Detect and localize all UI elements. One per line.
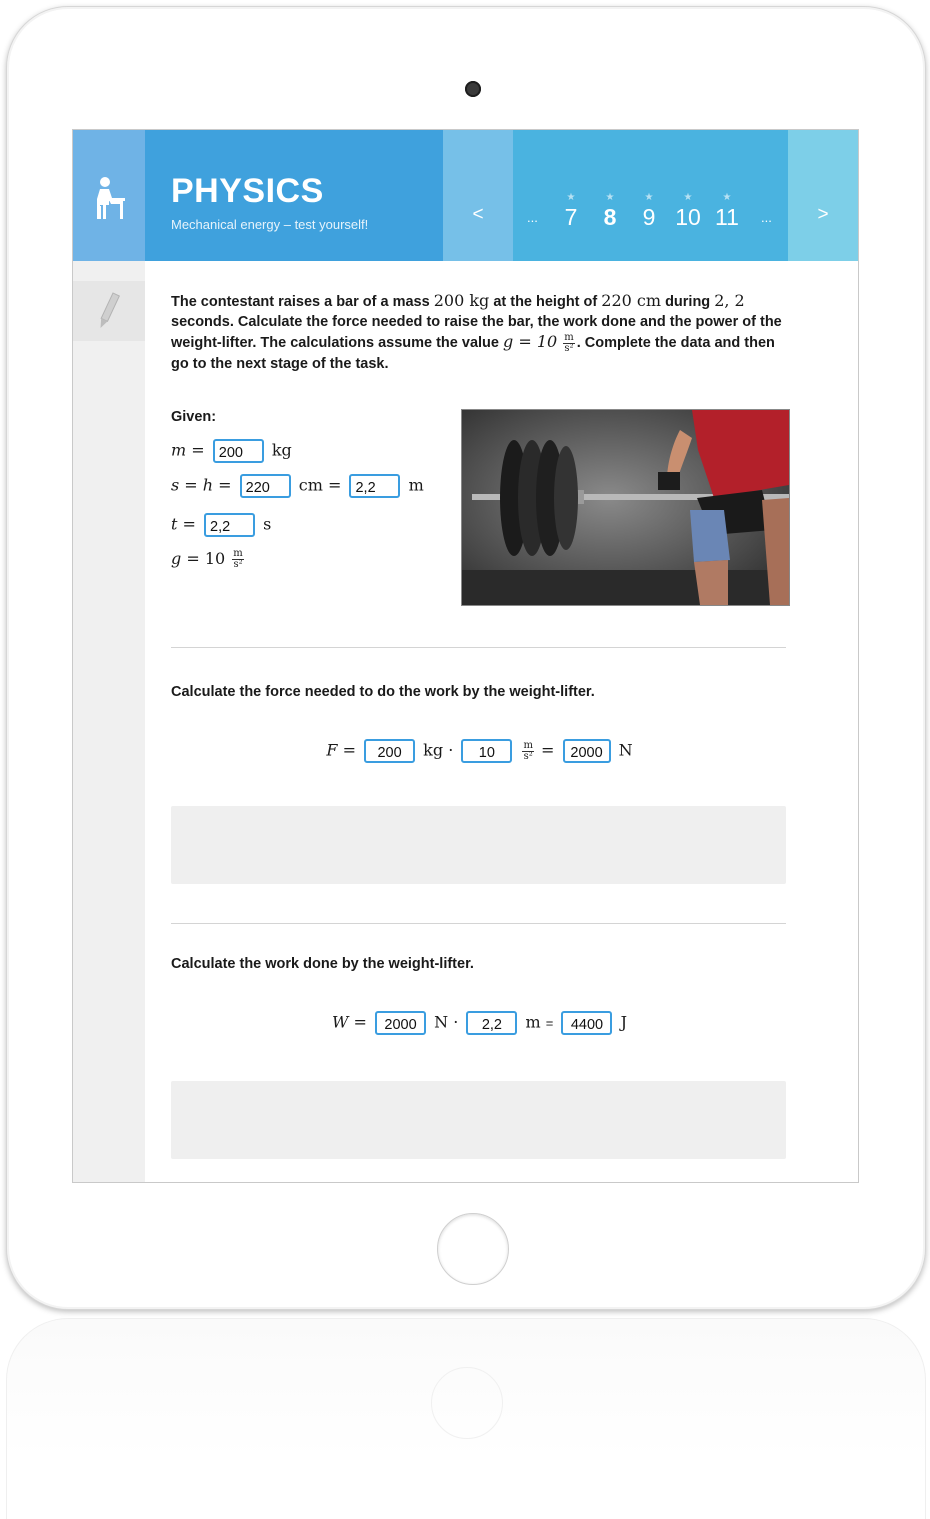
star-icon: ★ xyxy=(605,192,615,203)
left-sidebar xyxy=(73,261,145,1182)
pagination-ellipsis-right[interactable]: ... xyxy=(761,210,772,225)
height-m-input[interactable]: 2,2 xyxy=(349,474,400,498)
work-question: Calculate the work done by the weight-lifter. xyxy=(171,956,474,972)
home-button-reflection xyxy=(431,1367,503,1439)
star-icon: ★ xyxy=(566,192,576,203)
sidebar-item-notes[interactable] xyxy=(73,281,145,341)
chevron-left-icon: < xyxy=(472,204,484,225)
pagination-ellipsis-left[interactable]: ... xyxy=(527,210,538,225)
student-desk-icon xyxy=(73,130,145,261)
g-value: g = 10 xyxy=(503,332,558,351)
prev-page-button[interactable] xyxy=(443,130,513,261)
unit-fraction: $\frac{m}{\text{s²}}$ xyxy=(523,739,533,762)
header-bar xyxy=(73,130,858,261)
time-input[interactable]: 2,2 xyxy=(204,513,255,537)
chevron-right-icon: > xyxy=(817,204,829,225)
force-result-input[interactable]: 2000 xyxy=(563,739,611,763)
height-value: 220 cm xyxy=(601,291,662,310)
page-item-9[interactable]: ★ 9 xyxy=(634,192,664,230)
task-description: The contestant raises a bar of a mass 200 kg at the height of 220 cm during 2, 2 seconds. Calculate the force needed to raise the bar, the work done and the power of the weight-lifter. The calculations assume the value g = 10 $\frac{m}{\text{s²}}$ . Complete the data and then go to the next stage of the task. xyxy=(171,291,782,372)
section-divider xyxy=(171,647,786,648)
page-pagination xyxy=(513,130,788,261)
home-button[interactable] xyxy=(437,1213,509,1285)
force-feedback-area xyxy=(171,806,786,884)
time-value: 2, 2 xyxy=(714,291,745,310)
work-distance-input[interactable]: 2,2 xyxy=(466,1011,517,1035)
unit-fraction: $\frac{m}{\text{s²}}$ xyxy=(564,331,574,354)
header-title-cell xyxy=(145,130,443,261)
force-gravity-input[interactable]: 10 xyxy=(461,739,512,763)
given-height-row: s = h = 220 cm = 2,2 m xyxy=(171,475,424,496)
weightlifter-photo xyxy=(461,409,790,606)
unit-fraction: $\frac{m}{\text{s²}}$ xyxy=(233,548,243,570)
page-item-10[interactable]: ★ 10 xyxy=(673,192,703,230)
given-heading: Given: xyxy=(171,409,217,425)
mass-value: 200 kg xyxy=(433,291,490,310)
camera-icon xyxy=(465,81,481,97)
given-mass-row: m = 200 kg xyxy=(171,440,292,461)
app-screen xyxy=(72,129,859,1183)
tablet-reflection xyxy=(6,1318,926,1519)
page-item-11[interactable]: ★ 11 xyxy=(712,192,742,230)
page-item-7[interactable]: ★ 7 xyxy=(556,192,586,230)
height-cm-input[interactable]: 220 xyxy=(240,474,291,498)
given-time-row: t = 2,2 s xyxy=(171,514,272,535)
work-equation: W = 2000 N · 2,2 m = 4400 J xyxy=(332,1012,627,1033)
section-divider xyxy=(171,923,786,924)
given-gravity-row: g = 10 $\frac{m}{\text{s²}}$ xyxy=(171,548,243,570)
work-result-input[interactable]: 4400 xyxy=(561,1011,612,1035)
force-question: Calculate the force needed to do the work by the weight-lifter. xyxy=(171,684,595,700)
pencil-icon xyxy=(73,281,145,341)
work-force-input[interactable]: 2000 xyxy=(375,1011,426,1035)
star-icon: ★ xyxy=(644,192,654,203)
work-feedback-area xyxy=(171,1081,786,1159)
next-page-button[interactable] xyxy=(788,130,858,261)
star-icon: ★ xyxy=(722,192,732,203)
page-title: PHYSICS xyxy=(171,172,324,210)
force-equation: F = 200 kg · 10 $\frac{m}{\text{s²}}$ = 2000 N xyxy=(326,739,633,762)
star-icon: ★ xyxy=(683,192,693,203)
barbell-image xyxy=(462,410,789,605)
page-item-8[interactable]: ★ 8 xyxy=(595,192,625,230)
header-icon-cell xyxy=(73,130,145,261)
mass-input[interactable]: 200 xyxy=(213,439,264,463)
page-subtitle: Mechanical energy – test yourself! xyxy=(171,217,369,232)
force-mass-input[interactable]: 200 xyxy=(364,739,415,763)
